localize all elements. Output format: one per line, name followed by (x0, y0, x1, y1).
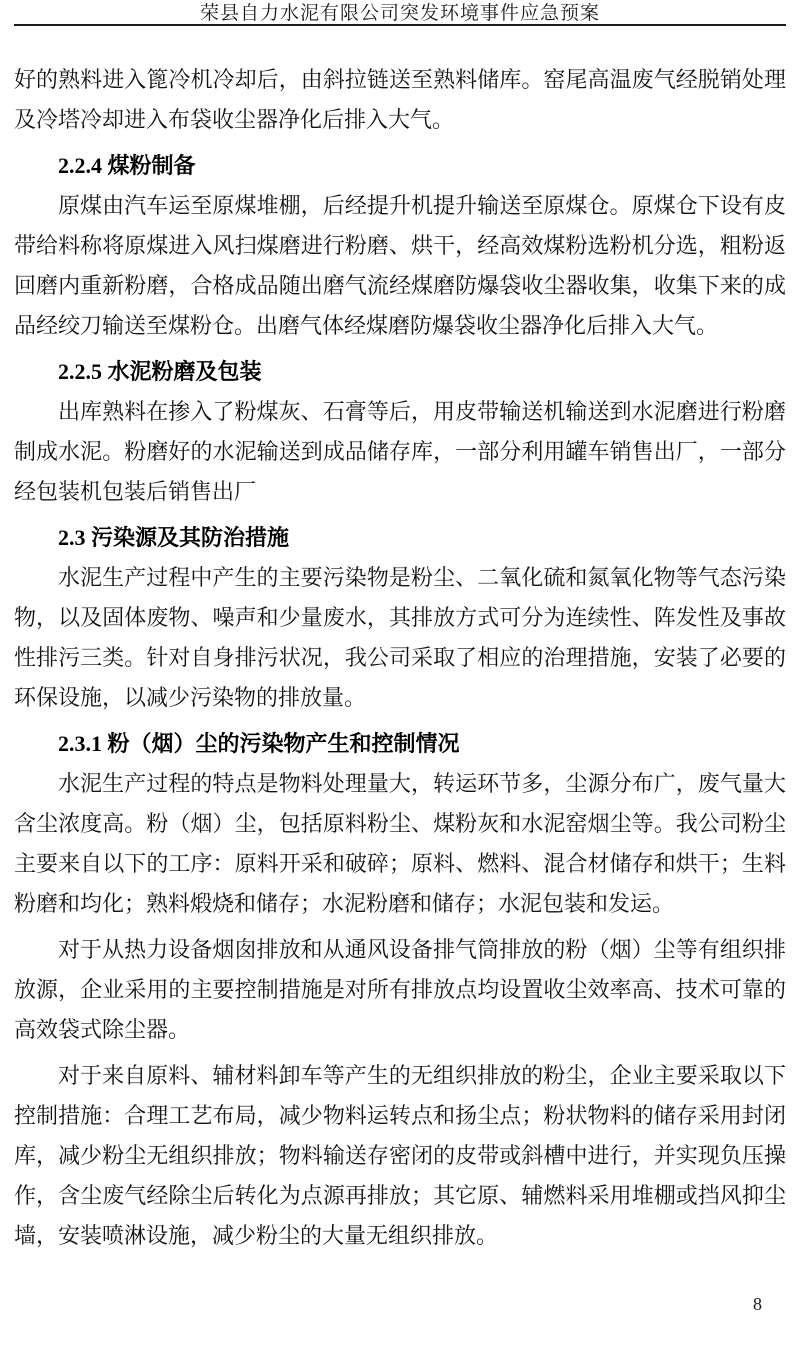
body-paragraph: 出库熟料在掺入了粉煤灰、石膏等后，用皮带输送机输送到水泥磨进行粉磨制成水泥。粉磨好的水泥输送到成品储存库，一部分利用罐车销售出厂，一部分经包装机包装后销售出厂 (14, 399, 786, 504)
section-heading: 2.2.4 煤粉制备 (58, 153, 196, 178)
header-title: 荣县自力水泥有限公司突发环境事件应急预案 (199, 3, 600, 24)
section-heading: 2.3 污染源及其防治措施 (58, 525, 290, 550)
body-paragraph: 对于从热力设备烟囱排放和从通风设备排气筒排放的粉（烟）尘等有组织排放源，企业采用的主要控制措施是对所有排放点均设置收尘效率高、技术可靠的高效袋式除尘器。 (14, 937, 786, 1042)
body-paragraph: 水泥生产过程的特点是物料处理量大，转运环节多，尘源分布广，废气量大含尘浓度高。粉（烟）尘，包括原料粉尘、煤粉灰和水泥窑烟尘等。我公司粉尘主要来自以下的工序：原料开采和破碎；原料、燃料、混合材储存和烘干；生料粉磨和均化；熟料煅烧和储存；水泥粉磨和储存；水泥包装和发运。 (14, 771, 786, 916)
document-content (14, 26, 786, 1256)
section-heading: 2.3.1 粉（烟）尘的污染物产生和控制情况 (58, 731, 460, 756)
page-header (14, 0, 786, 26)
body-paragraph: 好的熟料进入篦冷机冷却后，由斜拉链送至熟料储库。窑尾高温废气经脱销处理及冷塔冷却进入布袋收尘器净化后排入大气。 (14, 67, 786, 132)
section-heading: 2.2.5 水泥粉磨及包装 (58, 359, 262, 384)
page-number: 8 (753, 1294, 762, 1314)
body-paragraph: 对于来自原料、辅材料卸车等产生的无组织排放的粉尘，企业主要采取以下控制措施：合理工艺布局，减少物料运转点和扬尘点；粉状物料的储存采用封闭库，减少粉尘无组织排放；物料输送存密闭的皮带或斜槽中进行，并实现负压操作，含尘废气经除尘后转化为点源再排放；其它原、辅燃料采用堆棚或挡风抑尘墙，安装喷淋设施，减少粉尘的大量无组织排放。 (14, 1063, 786, 1248)
body-paragraph: 水泥生产过程中产生的主要污染物是粉尘、二氧化硫和氮氧化物等气态污染物，以及固体废物、噪声和少量废水，其排放方式可分为连续性、阵发性及事故性排污三类。针对自身排污状况，我公司采取了相应的治理措施，安装了必要的环保设施，以减少污染物的排放量。 (14, 565, 786, 710)
body-paragraph: 原煤由汽车运至原煤堆棚，后经提升机提升输送至原煤仓。原煤仓下设有皮带给料称将原煤进入风扫煤磨进行粉磨、烘干，经高效煤粉选粉机分选，粗粉返回磨内重新粉磨，合格成品随出磨气流经煤磨防爆袋收尘器收集，收集下来的成品经绞刀输送至煤粉仓。出磨气体经煤磨防爆袋收尘器净化后排入大气。 (14, 193, 786, 338)
